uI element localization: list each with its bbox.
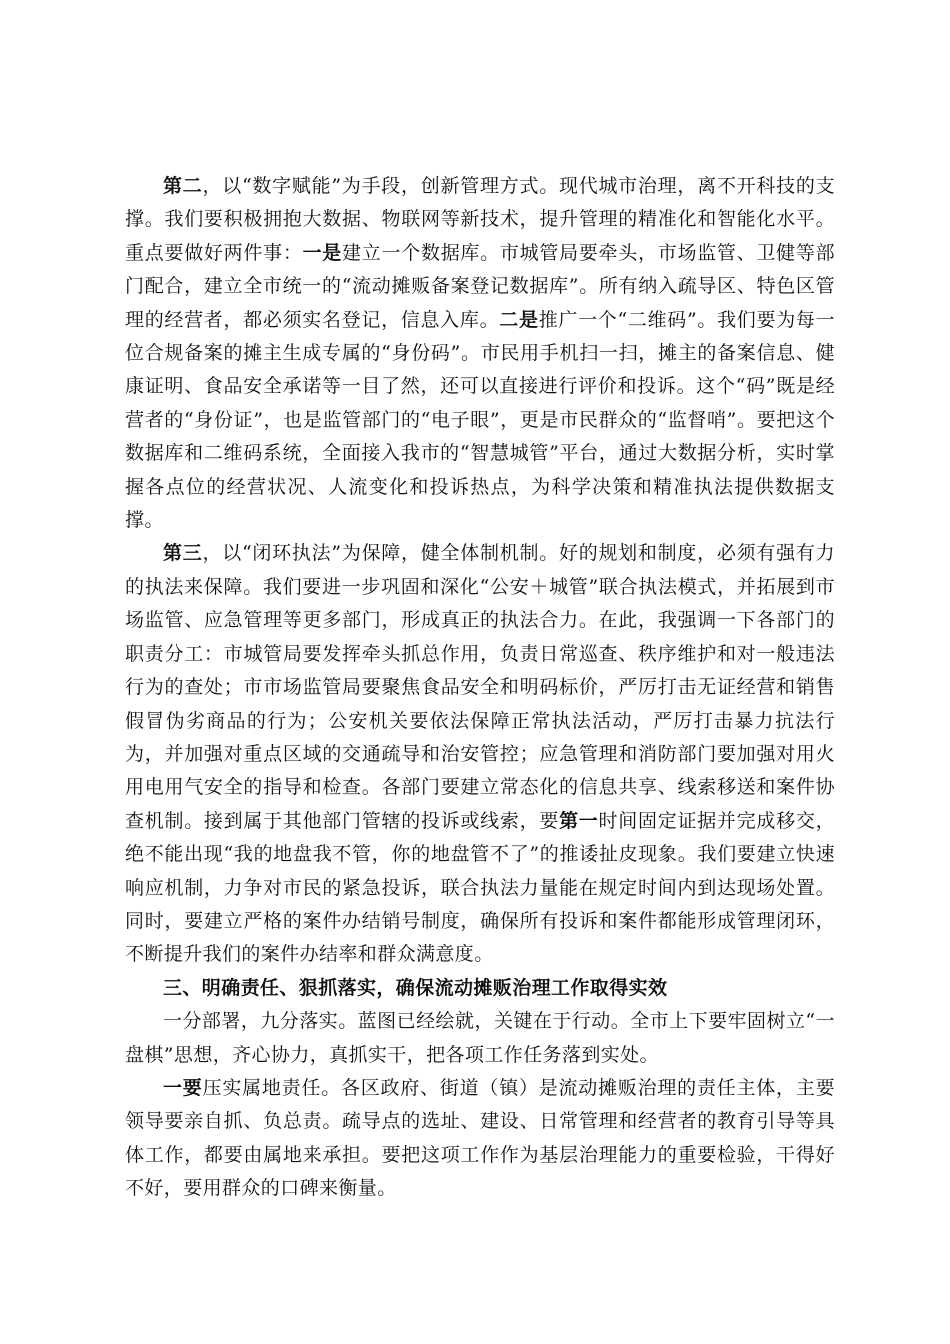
paragraph-text: ，以“数字赋能”为手段，创新管理方式。现代城市治理，离不开科技的支撑。我们要积极拥抱大数据、物联网等新技术，提升管理的精准化和智能化水平。重点要做好两件事： bbox=[125, 175, 835, 264]
inline-bold-label: 一是 bbox=[302, 241, 343, 264]
section-heading-three: 三、明确责任、狠抓落实，确保流动摊贩治理工作取得实效 bbox=[163, 976, 668, 999]
document-page bbox=[125, 170, 835, 1206]
paragraph-lead-bold: 第三 bbox=[163, 542, 203, 565]
paragraph-text: 时间固定证据并完成移交，绝不能出现“我的地盘我不管，你的地盘管不了”的推诿扯皮现象。我们要建立快速响应机制，力争对市民的紧急投诉，联合执法力量能在规定时间内到达现场处置。同时，要建立严格的案件办结销号制度，确保所有投诉和案件都能形成管理闭环，不断提升我们的案件办结率和群众满意度。 bbox=[125, 809, 835, 966]
paragraph-text: 推广一个“二维码”。我们要为每一位合规备案的摊主生成专属的“身份码”。市民用手机扫一扫，摊主的备案信息、健康证明、食品安全承诺等一目了然，还可以直接进行评价和投诉。这个“码”既是经营者的“身份证”，也是监管部门的“电子眼”，更是市民群众的“监督哨”。要把这个数据库和二维码系统，全面接入我市的“智慧城管”平台，通过大数据分析，实时掌握各点位的经营状况、人流变化和投诉热点，为科学决策和精准执法提供数据支撑。 bbox=[125, 308, 835, 532]
inline-bold-label: 二是 bbox=[499, 308, 539, 331]
inline-bold-label: 第一 bbox=[559, 809, 599, 832]
paragraph-second-point bbox=[125, 170, 835, 537]
paragraph-text: ，以“闭环执法”为保障，健全体制机制。好的规划和制度，必须有强有力的执法来保障。我们要进一步巩固和深化“公安＋城管”联合执法模式，并拓展到市场监管、应急管理等更多部门，形成真正的执法合力。在此，我强调一下各部门的职责分工：市城管局要发挥牵头抓总作用，负责日常巡查、秩序维护和对一般违法行为的查处；市市场监管局要聚焦食品安全和明码标价，严厉打击无证经营和销售假冒伪劣商品的行为；公安机关要依法保障正常执法活动，严厉打击暴力抗法行为，并加强对重点区域的交通疏导和治安管控；应急管理和消防部门要加强对用火用电用气安全的指导和检查。各部门要建立常态化的信息共享、线索移送和案件协查机制。接到属于其他部门管辖的投诉或线索，要 bbox=[125, 542, 835, 832]
paragraph-deployment: 一分部署，九分落实。蓝图已经绘就，关键在于行动。全市上下要牢固树立“一盘棋”思想，齐心协力，真抓实干，把各项工作任务落到实处。 bbox=[125, 1010, 835, 1066]
paragraph-text: 建立一个数据库。市城管局要牵头，市场监管、卫健等部门配合，建立全市统一的“流动摊贩备案登记数据库”。所有纳入疏导区、特色区管理的经营者，都必须实名登记，信息入库。 bbox=[125, 241, 835, 331]
paragraph-text: 压实属地责任。各区政府、街道（镇）是流动摊贩治理的责任主体，主要领导要亲自抓、负总责。疏导点的选址、建设、日常管理和经营者的教育引导等具体工作，都要由属地来承担。要把这项工作作为基层治理能力的重要检验，干得好不好，要用群众的口碑来衡量。 bbox=[125, 1076, 835, 1200]
paragraph-third-point bbox=[125, 537, 835, 971]
paragraph-lead-bold: 一要 bbox=[163, 1076, 203, 1099]
paragraph-first-requirement bbox=[125, 1072, 835, 1206]
paragraph-lead-bold: 第二 bbox=[163, 175, 203, 197]
